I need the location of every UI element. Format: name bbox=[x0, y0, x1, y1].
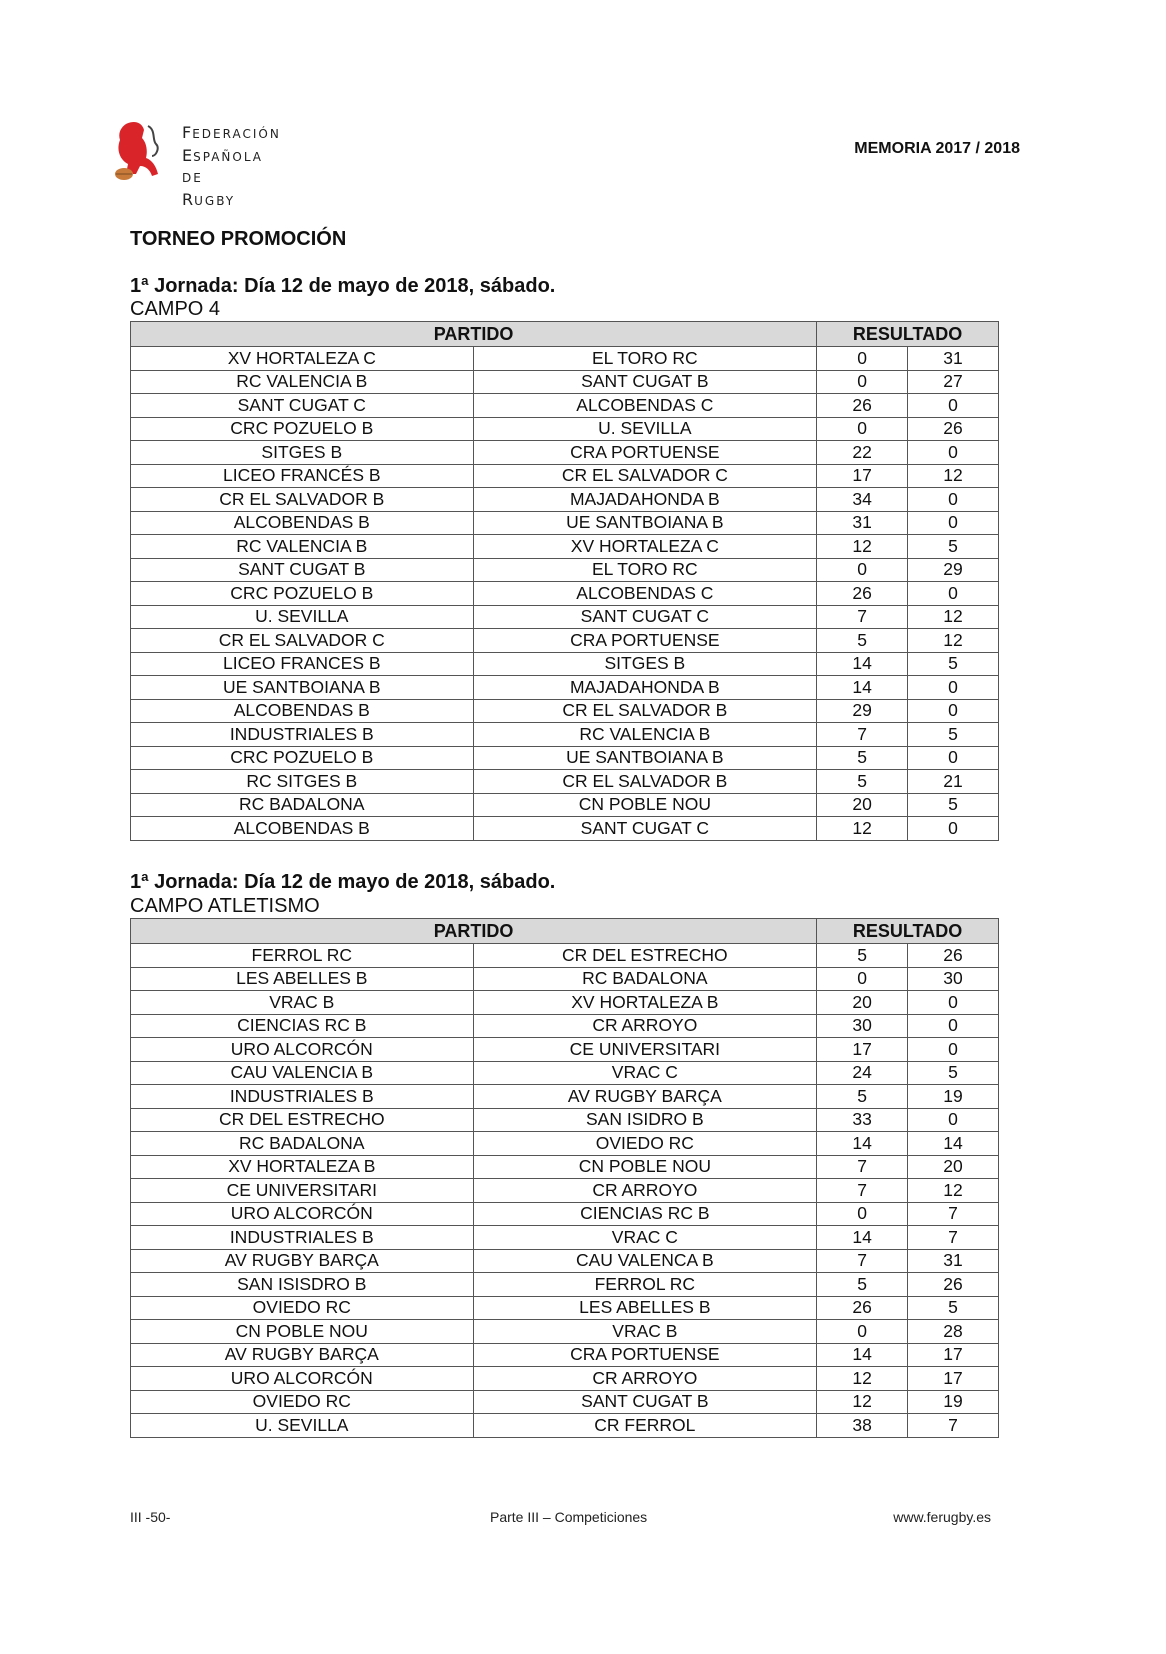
match-row bbox=[131, 1320, 999, 1344]
home-score: 0 bbox=[817, 370, 908, 394]
away-score: 0 bbox=[908, 394, 999, 418]
away-team: SAN ISIDRO B bbox=[473, 1108, 817, 1132]
section-1-campo: CAMPO 4 bbox=[130, 298, 221, 320]
logo-line-1: EDERACIÓN bbox=[192, 127, 281, 141]
away-score: 12 bbox=[908, 629, 999, 653]
logo-line-2: SPAÑOLA DE bbox=[182, 150, 263, 185]
away-score: 5 bbox=[908, 723, 999, 747]
home-score: 26 bbox=[817, 582, 908, 606]
table-header-row bbox=[131, 322, 999, 347]
home-score: 17 bbox=[817, 1038, 908, 1062]
match-row bbox=[131, 511, 999, 535]
home-team: RC SITGES B bbox=[131, 770, 474, 794]
away-team: CRA PORTUENSE bbox=[473, 1343, 817, 1367]
home-team: RC BADALONA bbox=[131, 1132, 474, 1156]
home-score: 0 bbox=[817, 1202, 908, 1226]
home-score: 30 bbox=[817, 1014, 908, 1038]
match-row bbox=[131, 817, 999, 841]
home-score: 20 bbox=[817, 793, 908, 817]
match-row bbox=[131, 1061, 999, 1085]
home-team: RC BADALONA bbox=[131, 793, 474, 817]
home-score: 12 bbox=[817, 1390, 908, 1414]
home-score: 0 bbox=[817, 417, 908, 441]
home-team: CE UNIVERSITARI bbox=[131, 1179, 474, 1203]
away-score: 0 bbox=[908, 511, 999, 535]
away-team: CR EL SALVADOR B bbox=[473, 699, 817, 723]
away-team: SANT CUGAT B bbox=[473, 370, 817, 394]
resultado-header: RESULTADO bbox=[817, 919, 999, 944]
home-team: CRC POZUELO B bbox=[131, 417, 474, 441]
footer-website: www.ferugby.es bbox=[893, 1509, 991, 1525]
home-score: 7 bbox=[817, 1249, 908, 1273]
away-team: SITGES B bbox=[473, 652, 817, 676]
away-team: CR ARROYO bbox=[473, 1367, 817, 1391]
home-score: 5 bbox=[817, 746, 908, 770]
home-team: ALCOBENDAS B bbox=[131, 511, 474, 535]
away-team: CR ARROYO bbox=[473, 1014, 817, 1038]
away-team: RC BADALONA bbox=[473, 967, 817, 991]
match-row bbox=[131, 652, 999, 676]
home-team: OVIEDO RC bbox=[131, 1296, 474, 1320]
home-score: 0 bbox=[817, 967, 908, 991]
away-team: SANT CUGAT C bbox=[473, 817, 817, 841]
section-2-campo: CAMPO ATLETISMO bbox=[130, 895, 320, 917]
match-row bbox=[131, 699, 999, 723]
home-score: 12 bbox=[817, 817, 908, 841]
match-row bbox=[131, 1202, 999, 1226]
away-score: 26 bbox=[908, 944, 999, 968]
away-score: 12 bbox=[908, 605, 999, 629]
match-row bbox=[131, 1414, 999, 1438]
match-row bbox=[131, 535, 999, 559]
away-team: EL TORO RC bbox=[473, 558, 817, 582]
home-score: 5 bbox=[817, 1273, 908, 1297]
away-score: 12 bbox=[908, 464, 999, 488]
home-score: 17 bbox=[817, 464, 908, 488]
away-score: 31 bbox=[908, 347, 999, 371]
away-score: 5 bbox=[908, 535, 999, 559]
away-team: VRAC C bbox=[473, 1061, 817, 1085]
away-team: VRAC C bbox=[473, 1226, 817, 1250]
federation-logo bbox=[112, 120, 282, 209]
home-score: 29 bbox=[817, 699, 908, 723]
home-team: LICEO FRANCÉS B bbox=[131, 464, 474, 488]
home-team: U. SEVILLA bbox=[131, 1414, 474, 1438]
match-row bbox=[131, 1014, 999, 1038]
away-team: CR EL SALVADOR C bbox=[473, 464, 817, 488]
home-team: CN POBLE NOU bbox=[131, 1320, 474, 1344]
footer-page-number: III -50- bbox=[130, 1509, 171, 1525]
home-team: U. SEVILLA bbox=[131, 605, 474, 629]
away-team: RC VALENCIA B bbox=[473, 723, 817, 747]
match-row bbox=[131, 1273, 999, 1297]
home-score: 33 bbox=[817, 1108, 908, 1132]
away-score: 0 bbox=[908, 488, 999, 512]
away-team: CR EL SALVADOR B bbox=[473, 770, 817, 794]
match-row bbox=[131, 464, 999, 488]
home-score: 14 bbox=[817, 652, 908, 676]
match-row bbox=[131, 1343, 999, 1367]
away-score: 28 bbox=[908, 1320, 999, 1344]
match-row bbox=[131, 417, 999, 441]
home-score: 7 bbox=[817, 723, 908, 747]
away-score: 0 bbox=[908, 699, 999, 723]
logo-line-3: UGBY bbox=[194, 194, 236, 208]
home-team: INDUSTRIALES B bbox=[131, 723, 474, 747]
away-score: 26 bbox=[908, 1273, 999, 1297]
match-row bbox=[131, 605, 999, 629]
match-row bbox=[131, 1390, 999, 1414]
away-team: CE UNIVERSITARI bbox=[473, 1038, 817, 1062]
match-row bbox=[131, 1296, 999, 1320]
home-team: FERROL RC bbox=[131, 944, 474, 968]
lion-rugby-logo-icon bbox=[112, 120, 168, 182]
match-row bbox=[131, 991, 999, 1015]
match-row bbox=[131, 488, 999, 512]
home-team: CAU VALENCIA B bbox=[131, 1061, 474, 1085]
away-team: SANT CUGAT C bbox=[473, 605, 817, 629]
away-team: CRA PORTUENSE bbox=[473, 441, 817, 465]
match-row bbox=[131, 1226, 999, 1250]
home-team: URO ALCORCÓN bbox=[131, 1038, 474, 1062]
away-team: CRA PORTUENSE bbox=[473, 629, 817, 653]
match-row bbox=[131, 1085, 999, 1109]
away-team: LES ABELLES B bbox=[473, 1296, 817, 1320]
logo-line-1-cap: F bbox=[182, 123, 193, 142]
partido-header: PARTIDO bbox=[131, 919, 817, 944]
away-score: 0 bbox=[908, 817, 999, 841]
home-score: 5 bbox=[817, 770, 908, 794]
away-score: 7 bbox=[908, 1414, 999, 1438]
match-row bbox=[131, 629, 999, 653]
home-score: 0 bbox=[817, 1320, 908, 1344]
away-team: CIENCIAS RC B bbox=[473, 1202, 817, 1226]
away-score: 0 bbox=[908, 746, 999, 770]
home-score: 26 bbox=[817, 394, 908, 418]
match-row bbox=[131, 558, 999, 582]
home-team: ALCOBENDAS B bbox=[131, 699, 474, 723]
home-score: 14 bbox=[817, 676, 908, 700]
away-score: 31 bbox=[908, 1249, 999, 1273]
home-score: 24 bbox=[817, 1061, 908, 1085]
away-score: 0 bbox=[908, 1108, 999, 1132]
away-team: CN POBLE NOU bbox=[473, 793, 817, 817]
away-score: 5 bbox=[908, 1061, 999, 1085]
home-team: CR EL SALVADOR C bbox=[131, 629, 474, 653]
home-score: 0 bbox=[817, 347, 908, 371]
match-row bbox=[131, 441, 999, 465]
home-score: 14 bbox=[817, 1132, 908, 1156]
home-score: 22 bbox=[817, 441, 908, 465]
home-score: 12 bbox=[817, 1367, 908, 1391]
away-score: 30 bbox=[908, 967, 999, 991]
home-team: CR EL SALVADOR B bbox=[131, 488, 474, 512]
home-team: AV RUGBY BARÇA bbox=[131, 1249, 474, 1273]
results-table-campo-4 bbox=[130, 321, 999, 841]
match-row bbox=[131, 1108, 999, 1132]
home-score: 12 bbox=[817, 535, 908, 559]
home-score: 0 bbox=[817, 558, 908, 582]
match-row bbox=[131, 1367, 999, 1391]
match-row bbox=[131, 723, 999, 747]
away-score: 27 bbox=[908, 370, 999, 394]
away-score: 26 bbox=[908, 417, 999, 441]
match-row bbox=[131, 1132, 999, 1156]
partido-header: PARTIDO bbox=[131, 322, 817, 347]
federation-name bbox=[182, 122, 282, 212]
away-score: 21 bbox=[908, 770, 999, 794]
match-row bbox=[131, 676, 999, 700]
away-team: UE SANTBOIANA B bbox=[473, 746, 817, 770]
home-team: ALCOBENDAS B bbox=[131, 817, 474, 841]
home-team: URO ALCORCÓN bbox=[131, 1202, 474, 1226]
away-team: ALCOBENDAS C bbox=[473, 394, 817, 418]
away-score: 20 bbox=[908, 1155, 999, 1179]
home-team: CRC POZUELO B bbox=[131, 582, 474, 606]
home-team: SITGES B bbox=[131, 441, 474, 465]
match-row bbox=[131, 944, 999, 968]
match-row bbox=[131, 967, 999, 991]
away-team: FERROL RC bbox=[473, 1273, 817, 1297]
table-header-row bbox=[131, 919, 999, 944]
away-score: 5 bbox=[908, 793, 999, 817]
away-score: 14 bbox=[908, 1132, 999, 1156]
home-score: 5 bbox=[817, 629, 908, 653]
away-score: 17 bbox=[908, 1343, 999, 1367]
section-1-jornada: 1ª Jornada: Día 12 de mayo de 2018, sábado. bbox=[130, 275, 556, 297]
away-score: 0 bbox=[908, 441, 999, 465]
report-title: MEMORIA 2017 / 2018 bbox=[854, 140, 1020, 157]
away-team: EL TORO RC bbox=[473, 347, 817, 371]
home-team: XV HORTALEZA C bbox=[131, 347, 474, 371]
section-2-jornada: 1ª Jornada: Día 12 de mayo de 2018, sábado. bbox=[130, 871, 556, 893]
home-score: 7 bbox=[817, 1179, 908, 1203]
away-team: CAU VALENCA B bbox=[473, 1249, 817, 1273]
logo-line-3-cap: R bbox=[182, 190, 195, 209]
home-team: RC VALENCIA B bbox=[131, 370, 474, 394]
home-team: XV HORTALEZA B bbox=[131, 1155, 474, 1179]
match-row bbox=[131, 394, 999, 418]
match-row bbox=[131, 1249, 999, 1273]
home-team: CRC POZUELO B bbox=[131, 746, 474, 770]
away-score: 19 bbox=[908, 1085, 999, 1109]
match-row bbox=[131, 1038, 999, 1062]
away-team: MAJADAHONDA B bbox=[473, 676, 817, 700]
home-score: 34 bbox=[817, 488, 908, 512]
logo-line-2-cap: E bbox=[182, 146, 194, 165]
home-score: 31 bbox=[817, 511, 908, 535]
home-team: SANT CUGAT B bbox=[131, 558, 474, 582]
away-team: CR ARROYO bbox=[473, 1179, 817, 1203]
results-table-campo-atletismo bbox=[130, 918, 999, 1438]
away-score: 17 bbox=[908, 1367, 999, 1391]
away-team: VRAC B bbox=[473, 1320, 817, 1344]
home-score: 7 bbox=[817, 1155, 908, 1179]
home-team: RC VALENCIA B bbox=[131, 535, 474, 559]
home-team: CR DEL ESTRECHO bbox=[131, 1108, 474, 1132]
home-team: UE SANTBOIANA B bbox=[131, 676, 474, 700]
home-team: LES ABELLES B bbox=[131, 967, 474, 991]
home-team: SANT CUGAT C bbox=[131, 394, 474, 418]
home-team: INDUSTRIALES B bbox=[131, 1085, 474, 1109]
home-score: 38 bbox=[817, 1414, 908, 1438]
home-score: 5 bbox=[817, 1085, 908, 1109]
away-team: XV HORTALEZA C bbox=[473, 535, 817, 559]
home-score: 20 bbox=[817, 991, 908, 1015]
match-row bbox=[131, 746, 999, 770]
away-score: 5 bbox=[908, 1296, 999, 1320]
home-score: 14 bbox=[817, 1226, 908, 1250]
away-score: 5 bbox=[908, 652, 999, 676]
away-team: UE SANTBOIANA B bbox=[473, 511, 817, 535]
away-score: 12 bbox=[908, 1179, 999, 1203]
away-team: CR DEL ESTRECHO bbox=[473, 944, 817, 968]
away-team: U. SEVILLA bbox=[473, 417, 817, 441]
away-score: 0 bbox=[908, 1014, 999, 1038]
match-row bbox=[131, 1155, 999, 1179]
home-team: CIENCIAS RC B bbox=[131, 1014, 474, 1038]
away-team: AV RUGBY BARÇA bbox=[473, 1085, 817, 1109]
away-score: 7 bbox=[908, 1226, 999, 1250]
away-score: 0 bbox=[908, 1038, 999, 1062]
footer-section: Parte III – Competiciones bbox=[490, 1509, 648, 1525]
home-team: OVIEDO RC bbox=[131, 1390, 474, 1414]
away-team: OVIEDO RC bbox=[473, 1132, 817, 1156]
home-team: LICEO FRANCES B bbox=[131, 652, 474, 676]
away-team: XV HORTALEZA B bbox=[473, 991, 817, 1015]
away-team: ALCOBENDAS C bbox=[473, 582, 817, 606]
home-team: URO ALCORCÓN bbox=[131, 1367, 474, 1391]
page-title: TORNEO PROMOCIÓN bbox=[130, 228, 347, 250]
match-row bbox=[131, 582, 999, 606]
home-score: 26 bbox=[817, 1296, 908, 1320]
match-row bbox=[131, 1179, 999, 1203]
away-team: MAJADAHONDA B bbox=[473, 488, 817, 512]
match-row bbox=[131, 347, 999, 371]
home-team: INDUSTRIALES B bbox=[131, 1226, 474, 1250]
away-team: CR FERROL bbox=[473, 1414, 817, 1438]
resultado-header: RESULTADO bbox=[817, 322, 999, 347]
away-team: CN POBLE NOU bbox=[473, 1155, 817, 1179]
match-row bbox=[131, 770, 999, 794]
away-score: 19 bbox=[908, 1390, 999, 1414]
away-team: SANT CUGAT B bbox=[473, 1390, 817, 1414]
away-score: 0 bbox=[908, 582, 999, 606]
away-score: 29 bbox=[908, 558, 999, 582]
away-score: 0 bbox=[908, 676, 999, 700]
home-team: VRAC B bbox=[131, 991, 474, 1015]
home-team: AV RUGBY BARÇA bbox=[131, 1343, 474, 1367]
home-score: 14 bbox=[817, 1343, 908, 1367]
match-row bbox=[131, 793, 999, 817]
away-score: 7 bbox=[908, 1202, 999, 1226]
home-score: 5 bbox=[817, 944, 908, 968]
match-row bbox=[131, 370, 999, 394]
away-score: 0 bbox=[908, 991, 999, 1015]
home-score: 7 bbox=[817, 605, 908, 629]
home-team: SAN ISISDRO B bbox=[131, 1273, 474, 1297]
